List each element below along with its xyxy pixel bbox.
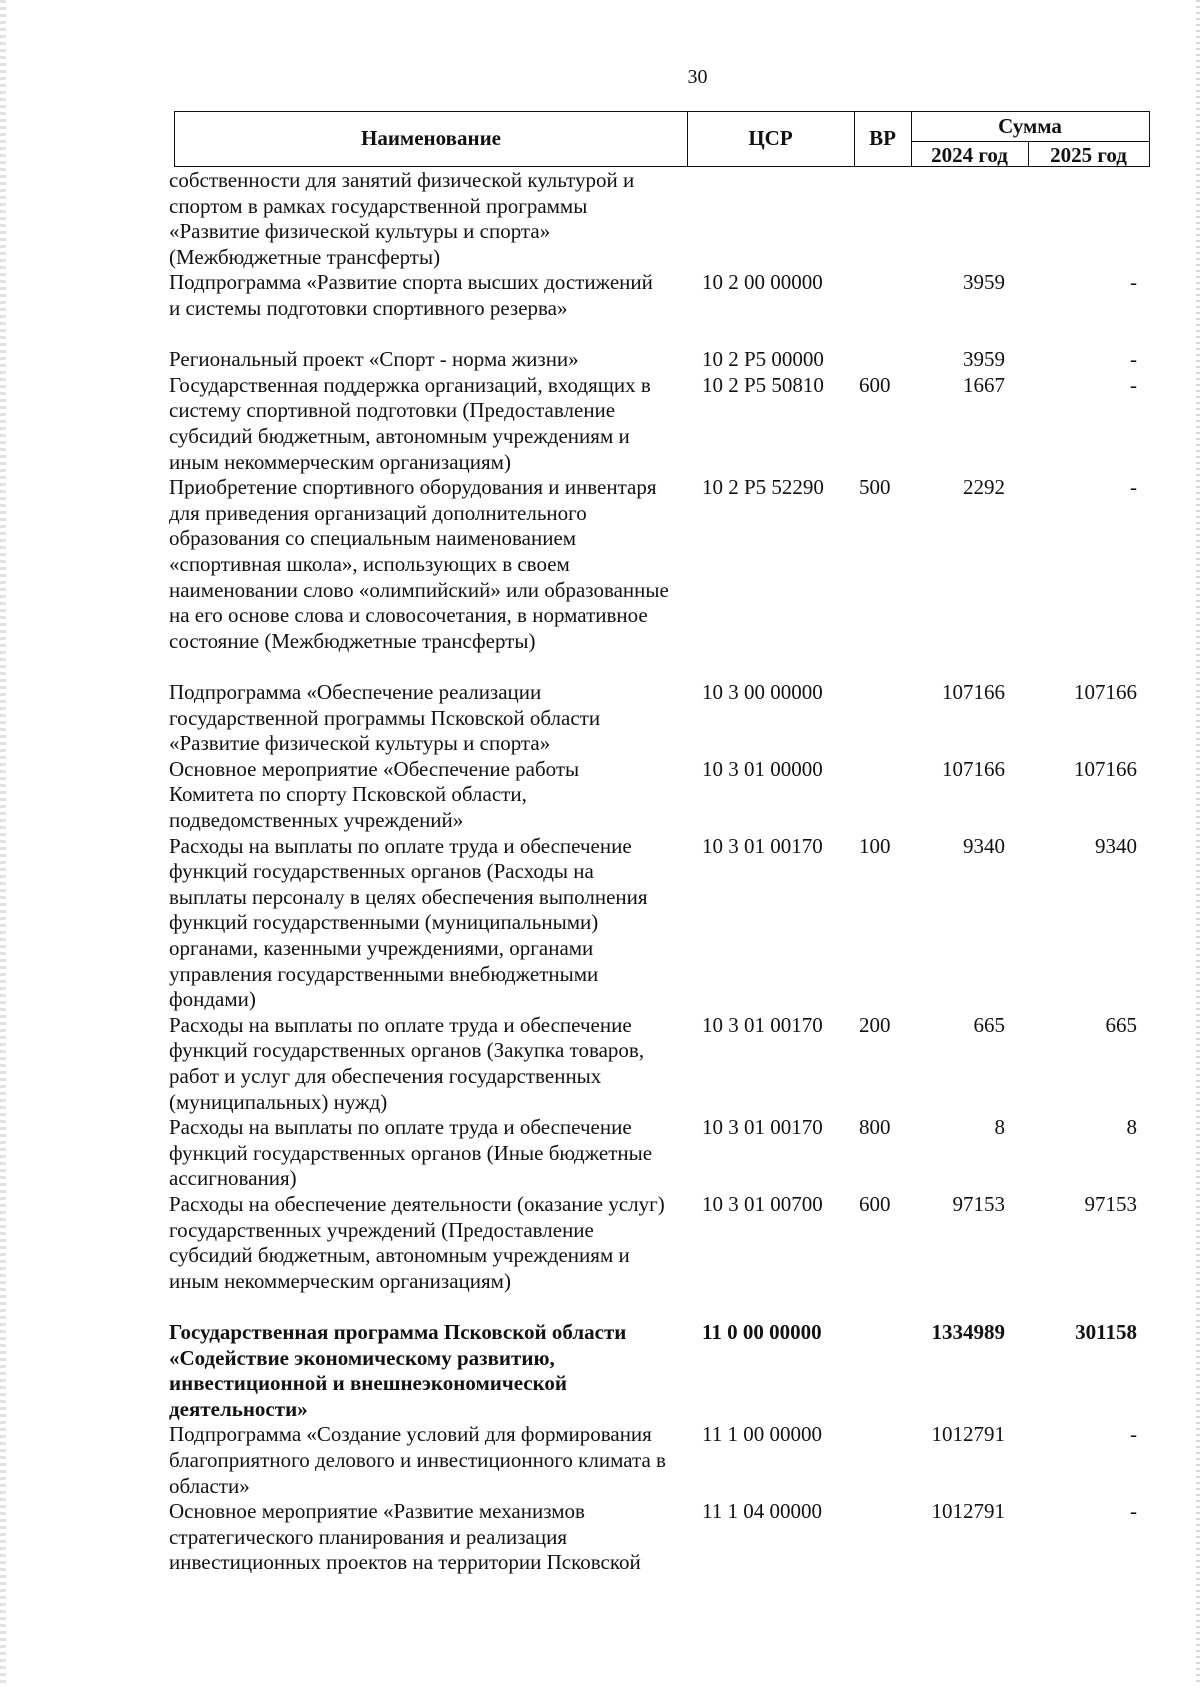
table-body (169, 168, 1149, 1576)
table-row (169, 1013, 1149, 1115)
row-csr: 10 2 P5 00000 (702, 347, 824, 372)
row-sum-2025: - (1130, 475, 1137, 500)
row-sum-2025: - (1130, 270, 1137, 295)
row-vr: 600 (859, 1191, 891, 1216)
row-sum-2024: 9340 (963, 833, 1005, 858)
table-row (169, 373, 1149, 475)
row-csr: 10 2 00 00000 (702, 270, 823, 295)
row-sum-2025: - (1130, 372, 1137, 397)
table-row (169, 475, 1149, 680)
row-name: Основное мероприятие «Развитие механизмов стратегического планирования и реализация инвестиционных проектов на территории Псковской (169, 1499, 641, 1575)
scan-edge-right (1196, 0, 1200, 1686)
row-vr: 200 (859, 1012, 891, 1037)
row-vr: 500 (859, 475, 891, 500)
row-csr: 10 2 P5 52290 (702, 475, 824, 500)
row-csr: 10 3 01 00170 (702, 1115, 823, 1140)
row-sum-2024: 3959 (963, 270, 1005, 295)
table-row (169, 1499, 1149, 1576)
scan-edge-left (0, 0, 6, 1686)
row-csr: 11 1 04 00000 (702, 1499, 822, 1524)
header-sum: Сумма (998, 114, 1062, 138)
row-csr: 11 0 00 00000 (702, 1319, 822, 1344)
row-name: Расходы на выплаты по оплате труда и обеспечение функций государственных органов (Иные бюджетные ассигнования) (169, 1115, 653, 1191)
row-csr: 10 3 01 00000 (702, 756, 823, 781)
row-name: Подпрограмма «Развитие спорта высших достижений и системы подготовки спортивного резерва» (169, 270, 653, 320)
table-row (169, 347, 1149, 373)
row-sum-2024: 1334989 (931, 1319, 1005, 1344)
row-sum-2025: - (1130, 1422, 1137, 1447)
table-row (169, 1422, 1149, 1499)
table-row (169, 680, 1149, 757)
row-sum-2025: - (1130, 1499, 1137, 1524)
row-name: Подпрограмма «Обеспечение реализации государственной программы Псковской области «Развитие физической культуры и спорта» (169, 679, 601, 756)
row-sum-2025: 107166 (1074, 679, 1137, 704)
row-sum-2025: 9340 (1095, 833, 1137, 858)
header-csr: ЦСР (748, 126, 793, 150)
header-year-2024: 2024 год (931, 143, 1008, 167)
row-sum-2024: 107166 (942, 756, 1005, 781)
row-sum-2025: 97153 (1084, 1191, 1137, 1216)
row-sum-2024: 1667 (963, 372, 1005, 397)
row-name: Подпрограмма «Создание условий для формирования благоприятного делового и инвестиционного климата в области» (169, 1422, 666, 1498)
row-csr: 10 3 01 00170 (702, 833, 823, 858)
header-subdivider (911, 141, 1149, 142)
row-sum-2025: 8 (1126, 1115, 1137, 1140)
header-year-2025: 2025 год (1050, 143, 1127, 167)
row-sum-2025: 665 (1105, 1012, 1137, 1037)
row-sum-2024: 2292 (963, 475, 1005, 500)
table-row (169, 1320, 1149, 1422)
row-name: собственности для занятий физической культурой и спортом в рамках государственной программы «Развитие физической культуры и спорта» (Межбюджетные трансферты) (169, 168, 635, 269)
row-sum-2025: - (1130, 347, 1137, 372)
row-sum-2025: 107166 (1074, 756, 1137, 781)
row-sum-2024: 1012791 (931, 1499, 1005, 1524)
table-row (169, 757, 1149, 834)
row-csr: 11 1 00 00000 (702, 1422, 822, 1447)
row-name: Расходы на выплаты по оплате труда и обеспечение функций государственных органов (Расходы на выплаты персоналу в целях обеспечения выполнения функций государственными (муниципальными) органами, казенными учреждениями, органами управления государственными внебюджетными фондами) (169, 833, 648, 1012)
table-header (174, 111, 1150, 167)
row-name: Региональный проект «Спорт - норма жизни» (169, 347, 579, 372)
row-name: Государственная программа Псковской области «Содействие экономическому развитию, инвестиционной и внешнеэкономической деятельности» (169, 1319, 627, 1421)
row-vr: 800 (859, 1115, 891, 1140)
row-vr: 600 (859, 372, 891, 397)
row-name: Государственная поддержка организаций, входящих в систему спортивной подготовки (Предоставление субсидий бюджетным, автономным учреждениям и иным некоммерческим организациям) (169, 372, 651, 474)
row-name: Расходы на обеспечение деятельности (оказание услуг) государственных учреждений (Предоставление субсидий бюджетным, автономным учреждениям и иным некоммерческим организациям) (169, 1191, 665, 1293)
row-name: Приобретение спортивного оборудования и инвентаря для приведения организаций дополнительного образования со специальным наименованием «спортивная школа», использующих в своем наименовании слово «олимпийский» или образованные на его основе слова и словосочетания, в нормативное состояние (Межбюджетные трансферты) (169, 475, 669, 653)
table-row (169, 1192, 1149, 1320)
row-sum-2024: 3959 (963, 347, 1005, 372)
header-name: Наименование (361, 126, 501, 150)
row-name: Расходы на выплаты по оплате труда и обеспечение функций государственных органов (Закупка товаров, работ и услуг для обеспечения государственных (муниципальных) нужд) (169, 1012, 645, 1114)
row-sum-2024: 1012791 (931, 1422, 1005, 1447)
row-csr: 10 2 P5 50810 (702, 372, 824, 397)
row-csr: 10 3 01 00170 (702, 1012, 823, 1037)
row-vr: 100 (859, 833, 891, 858)
row-sum-2024: 8 (994, 1115, 1005, 1140)
table-row (169, 1115, 1149, 1192)
table-row (169, 270, 1149, 347)
row-sum-2025: 301158 (1075, 1319, 1137, 1344)
table-row (169, 834, 1149, 1013)
header-vr: ВР (869, 126, 896, 150)
page-number: 30 (687, 66, 708, 88)
row-sum-2024: 107166 (942, 679, 1005, 704)
row-csr: 10 3 00 00000 (702, 679, 823, 704)
table-row (169, 168, 1149, 270)
row-csr: 10 3 01 00700 (702, 1191, 823, 1216)
row-sum-2024: 97153 (952, 1191, 1005, 1216)
row-name: Основное мероприятие «Обеспечение работы Комитета по спорту Псковской области, подведомственных учреждений» (169, 756, 580, 832)
row-sum-2024: 665 (973, 1012, 1005, 1037)
